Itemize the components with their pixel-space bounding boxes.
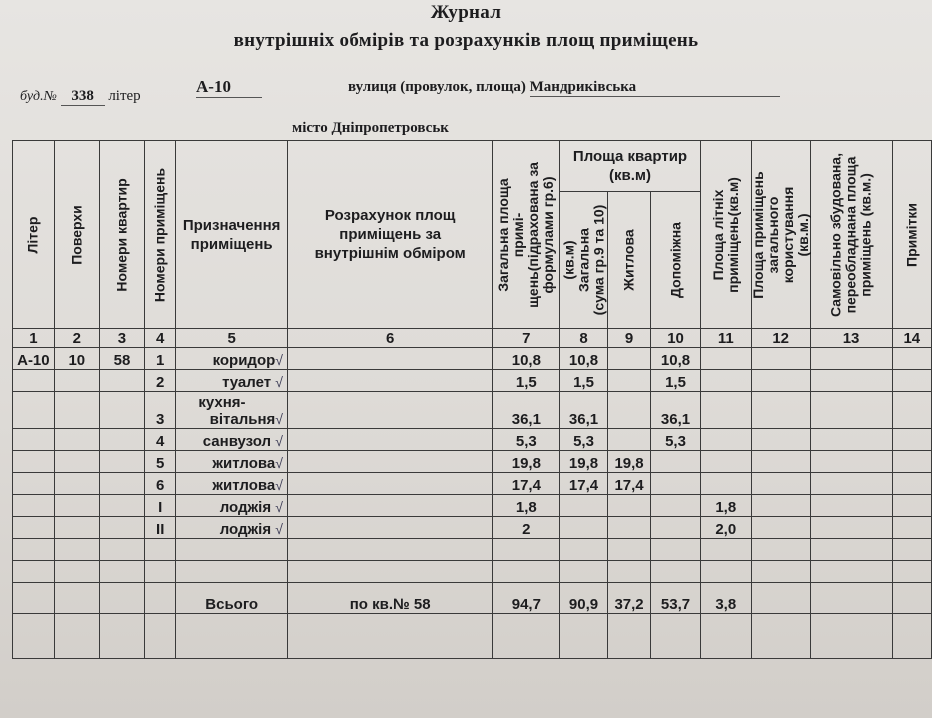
liter-value-line [196, 77, 262, 98]
table-row-empty [13, 561, 932, 583]
city-line [292, 120, 449, 137]
total-row [13, 583, 932, 614]
table-row: II лоджія √ 2 2,0 [13, 517, 932, 539]
total-calc: по кв.№ 58 [287, 583, 492, 614]
building-number-line [20, 88, 141, 106]
header-floors: Поверхи [54, 141, 99, 329]
table-row-empty [13, 614, 932, 659]
city-value: місто Дніпропетровськ [292, 120, 449, 136]
street-value: Мандриківська [529, 79, 637, 95]
header-apt-numbers: Номери квартир [99, 141, 144, 329]
check-mark: √ [275, 352, 283, 368]
street-line [348, 79, 780, 97]
living-sum: 37,2 [607, 583, 651, 614]
header-summer-area: Площа літніх приміщень(кв.м) [700, 141, 751, 329]
liter-value: А-10 [196, 77, 231, 96]
table-row: 4 санвузол √ 5,3 5,3 5,3 [13, 429, 932, 451]
header-apt-total: (кв.м) Загальна (сума гр.9 та 10) [560, 192, 607, 329]
header-calc: Розрахунок площ приміщень за внутрішнім обміром [287, 141, 492, 329]
header-illegal-area: Самовільно збудована, переобладнана площа приміщень (кв.м.) [810, 141, 892, 329]
street-label: вулиця (провулок, площа) [348, 79, 526, 95]
check-mark: √ [275, 433, 283, 449]
table-row: 5 житлова√ 19,8 19,8 19,8 [13, 451, 932, 473]
summer-sum: 3,8 [700, 583, 751, 614]
check-mark: √ [275, 499, 283, 515]
header-living: Житлова [607, 192, 651, 329]
measurements-table [12, 140, 932, 659]
header-apt-area: Площа квартир (кв.м) [560, 141, 700, 192]
check-mark: √ [275, 521, 283, 537]
check-mark: √ [275, 477, 283, 493]
table-row: А-10 10 58 1 коридор√ 10,8 10,8 10,8 [13, 348, 932, 370]
table-row-empty [13, 539, 932, 561]
header-liter: Літер [13, 141, 55, 329]
header-common-area: Площа приміщень загального користування (кв.м.) [751, 141, 810, 329]
table-row: 2 туалет √ 1,5 1,5 1,5 [13, 370, 932, 392]
check-mark: √ [275, 455, 283, 471]
header-total-area: Загальна площа примі- щень(підрахована за формулами гр.6) [493, 141, 560, 329]
table-row: 6 житлова√ 17,4 17,4 17,4 [13, 473, 932, 495]
liter-label: літер [108, 88, 141, 104]
journal-subtitle: внутрішніх обмірів та розрахунків площ приміщень [233, 30, 699, 51]
column-number-row: 1 2 3 4 5 6 7 8 9 10 11 12 13 14 [13, 329, 932, 348]
journal-title: Журнал [430, 2, 502, 23]
total-label: Всього [176, 583, 288, 614]
total-area-sum: 94,7 [493, 583, 560, 614]
building-label: буд.№ [20, 89, 57, 104]
header-purpose: Призначення приміщень [176, 141, 288, 329]
check-mark: √ [275, 411, 283, 427]
table-row: I лоджія √ 1,8 1,8 [13, 495, 932, 517]
table-row: 3 кухня- вітальня√ 36,1 36,1 36,1 [13, 392, 932, 429]
header-room-numbers: Номери приміщень [145, 141, 176, 329]
building-number: 338 [71, 88, 94, 104]
check-mark: √ [275, 374, 283, 390]
aux-sum: 53,7 [651, 583, 700, 614]
header-auxiliary: Допоміжна [651, 192, 700, 329]
apt-total-sum: 90,9 [560, 583, 607, 614]
header-notes: Примітки [892, 141, 931, 329]
